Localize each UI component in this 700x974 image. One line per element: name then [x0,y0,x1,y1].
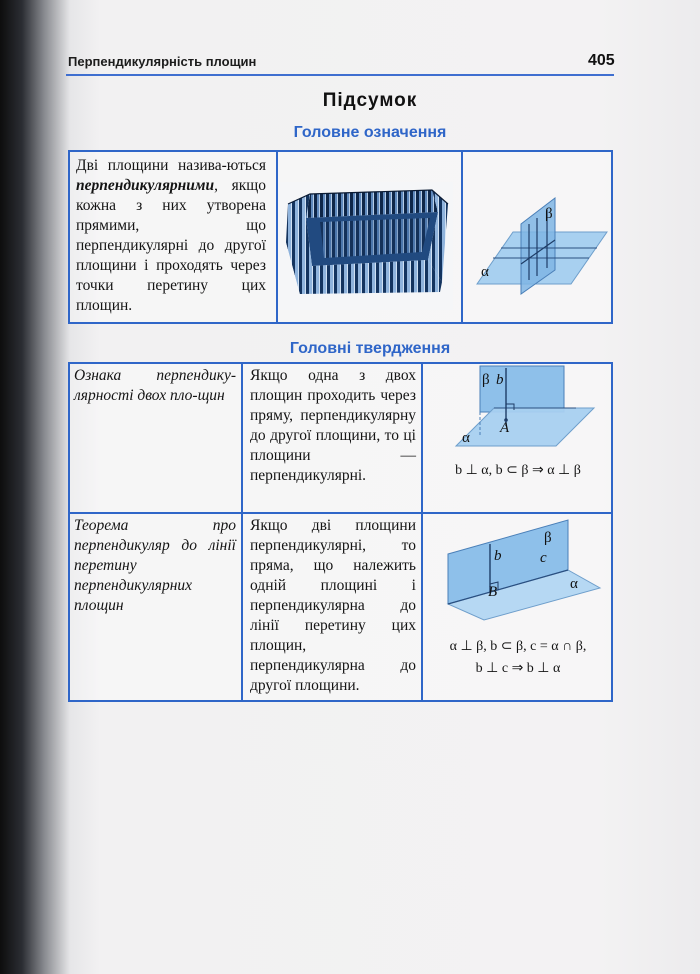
statement-2-figure [424,516,612,622]
statements-heading: Головні твердження [289,340,451,357]
statement-2-formula-line2: b ⊥ c ⇒ b ⊥ α [475,661,561,676]
section-title: Перпендикулярність площин [68,54,257,69]
figure-label-beta: β [544,530,552,546]
table-divider [276,150,278,324]
statement-1-text: Якщо одна з двох площин проходить через пряму, перпендикулярну до другої площини, то ці площини — перпендикулярні. [250,367,416,484]
figure-label-b: b [494,548,502,564]
figure-label-beta: β [482,372,490,388]
definition-term: перпендикулярними [76,177,215,194]
statement-1-formula: b ⊥ α, b ⊂ β ⇒ α ⊥ β [455,463,581,478]
figure-label-c: c [540,550,547,566]
figure-label-point-b: B [488,584,498,600]
statement-2-text: Якщо дві площини перпендикулярні, то пряма, що належить одній площині і перпендикулярна до лінії перетину цих площин, перпендикулярна до другої площини. [250,517,416,694]
figure-label-b: b [496,372,504,388]
header-rule [66,74,614,76]
definition-heading: Головне означення [293,124,447,141]
definition-text-part2: , якщо кожна з них утворена прямими, що перпендикулярні до другої площини і проходять через точки перетину цих площин. [76,177,266,314]
definition-text [76,156,266,316]
figure-label-alpha: α [462,430,470,446]
figure-label-alpha: α [481,264,489,280]
statement-1-figure [424,364,612,458]
summary-title: Підсумок [322,90,418,111]
statement-2-name: Теорема про перпендикуляр до лінії перетину перпендикулярних площин [74,517,236,614]
figure-label-beta: β [545,206,553,222]
table-divider [421,362,423,702]
pleated-basket-photo [280,182,453,310]
table-row-divider [68,512,613,514]
table-divider [241,362,243,702]
figure-label-alpha: α [570,576,578,592]
figure-label-point-a: A [500,420,510,436]
statement-1-name: Ознака перпендику-лярності двох пло-щин [74,367,236,404]
page-number: 405 [588,52,615,69]
statement-2-formula-line1: α ⊥ β, b ⊂ β, c = α ∩ β, [449,639,587,654]
perpendicular-planes-figure [463,152,611,322]
definition-text-part1: Дві площини назива-ються [76,157,266,174]
